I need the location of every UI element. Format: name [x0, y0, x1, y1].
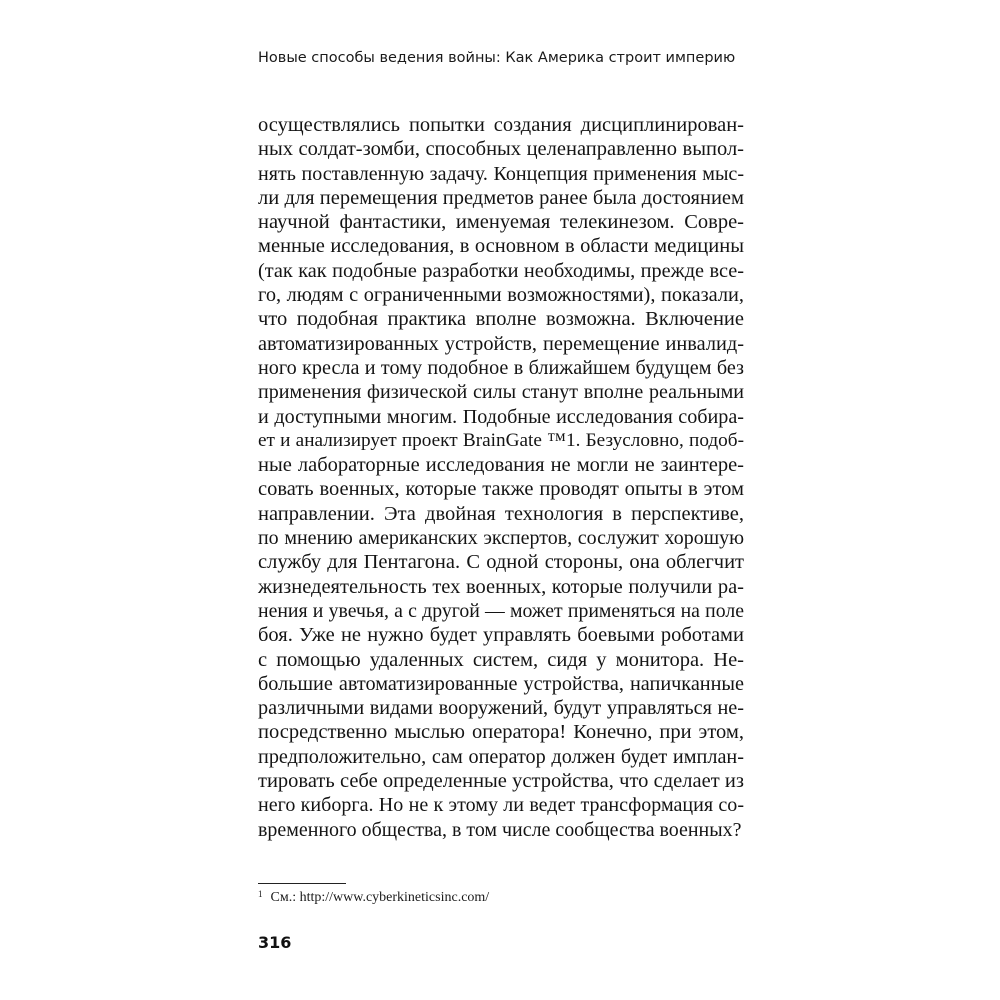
- body-line: временного общества, в том числе сообщества военных?: [258, 818, 742, 841]
- page-number: 316: [258, 933, 292, 952]
- footnote-rule: [258, 883, 346, 884]
- body-line: жизнедеятельность тех военных, которые получили ра-: [258, 575, 744, 598]
- body-line: осуществлялись попытки создания дисциплинирован-: [258, 114, 744, 136]
- body-line: автоматизированных устройств, перемещение инвалид-: [258, 332, 744, 355]
- running-head-title: Новые способы ведения войны: Как Америка строит империю: [258, 50, 736, 66]
- body-line: него киборга. Но не к этому ли ведет трансформация со-: [258, 794, 744, 817]
- body-line: по мнению американских экспертов, сослужит хорошую: [258, 527, 744, 550]
- body-line: различными видами вооружений, будут управляться не-: [258, 697, 744, 720]
- body-text: [258, 113, 744, 842]
- body-line: нять поставленную задачу. Концепция применения мыс-: [258, 162, 744, 185]
- body-line: и доступными многим. Подобные исследования собира-: [258, 405, 744, 428]
- body-line: (так как подобные разработки необходимы, прежде все-: [258, 259, 744, 282]
- body-line: боя. Уже не нужно будет управлять боевыми роботами: [258, 624, 744, 647]
- footnote: [258, 890, 489, 906]
- body-line: тировать себе определенные устройства, что сделает из: [258, 770, 744, 793]
- body-line: ных солдат-зомби, способных целенаправленно выпол-: [258, 138, 744, 161]
- body-line: что подобная практика вполне возможна. Включение: [258, 308, 744, 331]
- body-line: нения и увечья, а с другой — может применяться на поле: [258, 599, 744, 622]
- body-line: с помощью удаленных систем, сидя у монитора. Не-: [258, 648, 744, 671]
- body-line: посредственно мыслью оператора! Конечно, при этом,: [258, 721, 744, 744]
- body-line: ет и анализирует проект BrainGate ™1. Безусловно, подоб-: [258, 429, 744, 451]
- body-line: применения физической силы станут вполне реальными: [258, 381, 744, 404]
- body-line: совать военных, которые также проводят опыты в этом: [258, 478, 744, 501]
- footnote-marker: 1: [258, 889, 263, 899]
- body-line: ного кресла и тому подобное в ближайшем будущем без: [258, 356, 744, 379]
- body-line: большие автоматизированные устройства, напичканные: [258, 672, 744, 695]
- body-line: ли для перемещения предметов ранее была достоянием: [258, 186, 744, 209]
- body-line: предположительно, сам оператор должен будет имплан-: [258, 745, 744, 768]
- body-line: научной фантастики, именуемая телекинезом. Совре-: [258, 211, 744, 234]
- body-line: го, людям с ограниченными возможностями), показали,: [258, 284, 744, 307]
- footnote-text: См.: http://www.cyberkineticsinc.com/: [270, 890, 490, 905]
- body-line: ные лабораторные исследования не могли не заинтере-: [258, 454, 744, 477]
- body-line: менные исследования, в основном в области медицины: [258, 235, 744, 258]
- body-line: направлении. Эта двойная технология в перспективе,: [258, 502, 744, 525]
- body-line: службу для Пентагона. С одной стороны, она облегчит: [258, 551, 744, 574]
